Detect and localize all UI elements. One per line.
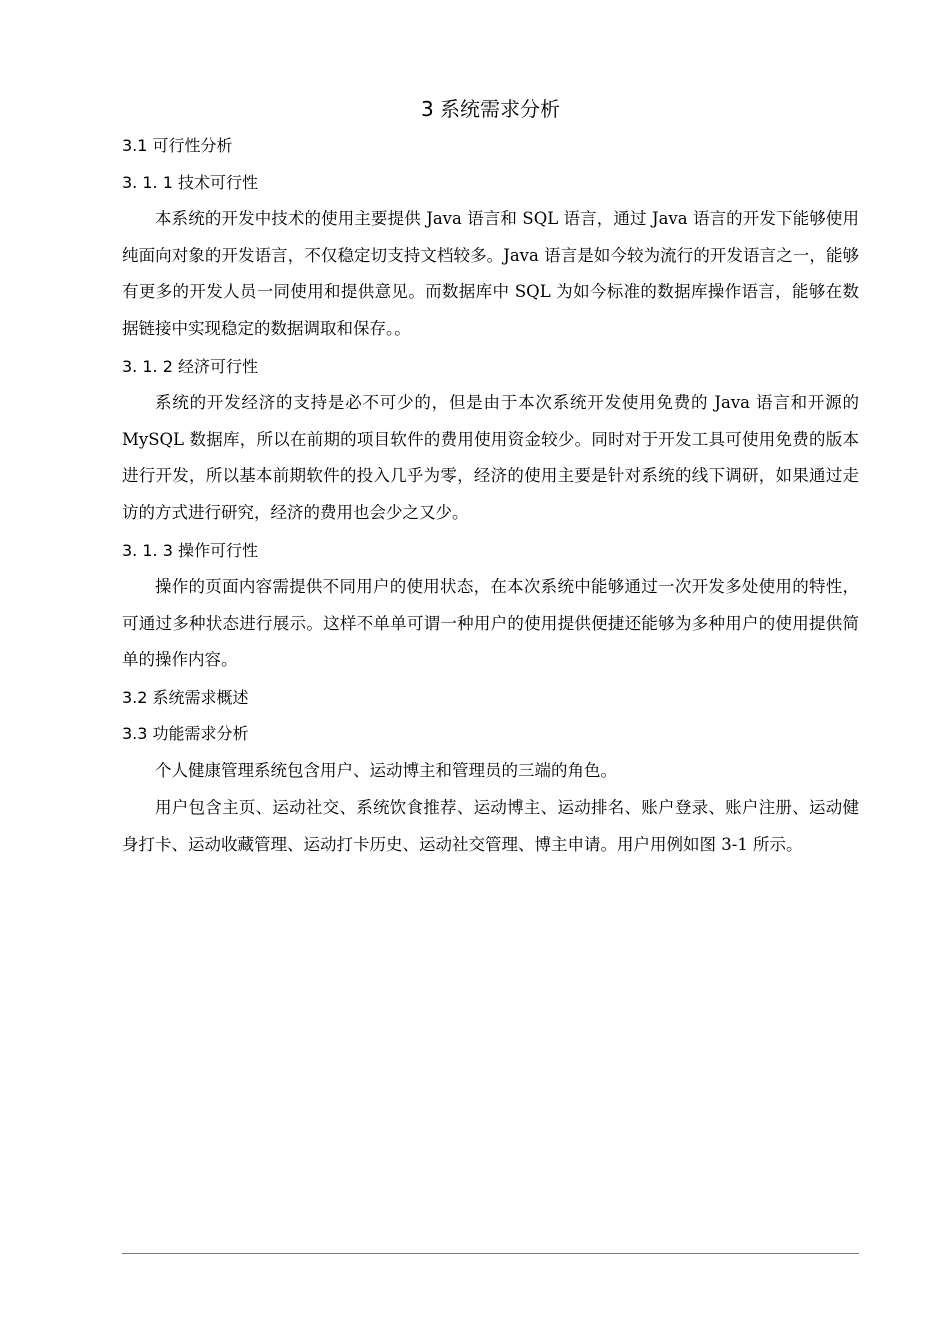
- chapter-title: 3 系统需求分析: [420, 97, 561, 121]
- paragraph-operational-feasibility: 操作的页面内容需提供不同用户的使用状态，在本次系统中能够通过一次开发多处使用的特性，可通过多种状态进行展示。这样不单单可谓一种用户的使用提供便捷还能够为多种用户的使用提供简单的操作内容。: [122, 577, 859, 669]
- section-heading-3-2: 3.2 系统需求概述: [122, 688, 249, 707]
- section-heading-3-1-3: 3. 1. 3 操作可行性: [122, 541, 258, 560]
- paragraph-economic-feasibility: 系统的开发经济的支持是必不可少的，但是由于本次系统开发使用免费的 Java 语言和开源的 MySQL 数据库，所以在前期的项目软件的费用使用资金较少。同时对于开发工具可使用免费的版本进行开发，所以基本前期软件的投入几乎为零，经济的使用主要是针对系统的线下调研，如果通过走访的方式进行研究，经济的费用也会少之又少。: [122, 393, 859, 522]
- footer-divider: [122, 1253, 859, 1254]
- section-heading-3-1-2: 3. 1. 2 经济可行性: [122, 357, 258, 376]
- section-heading-3-1-1: 3. 1. 1 技术可行性: [122, 173, 258, 192]
- paragraph-technical-feasibility: 本系统的开发中技术的使用主要提供 Java 语言和 SQL 语言，通过 Java 语言的开发下能够使用纯面向对象的开发语言，不仅稳定切支持文档较多。Java 语言是如今较为流行的开发语言之一，能够有更多的开发人员一同使用和提供意见。而数据库中 SQL 为如今标准的数据库操作语言，能够在数据链接中实现稳定的数据调取和保存。。: [122, 209, 859, 338]
- section-heading-3-1: 3.1 可行性分析: [122, 136, 233, 155]
- section-heading-3-3: 3.3 功能需求分析: [122, 724, 249, 743]
- paragraph-roles: 个人健康管理系统包含用户、运动博主和管理员的三端的角色。: [155, 761, 617, 780]
- paragraph-user-functions: 用户包含主页、运动社交、系统饮食推荐、运动博主、运动排名、账户登录、账户注册、运动健身打卡、运动收藏管理、运动打卡历史、运动社交管理、博主申请。用户用例如图 3-1 所示。: [122, 798, 859, 854]
